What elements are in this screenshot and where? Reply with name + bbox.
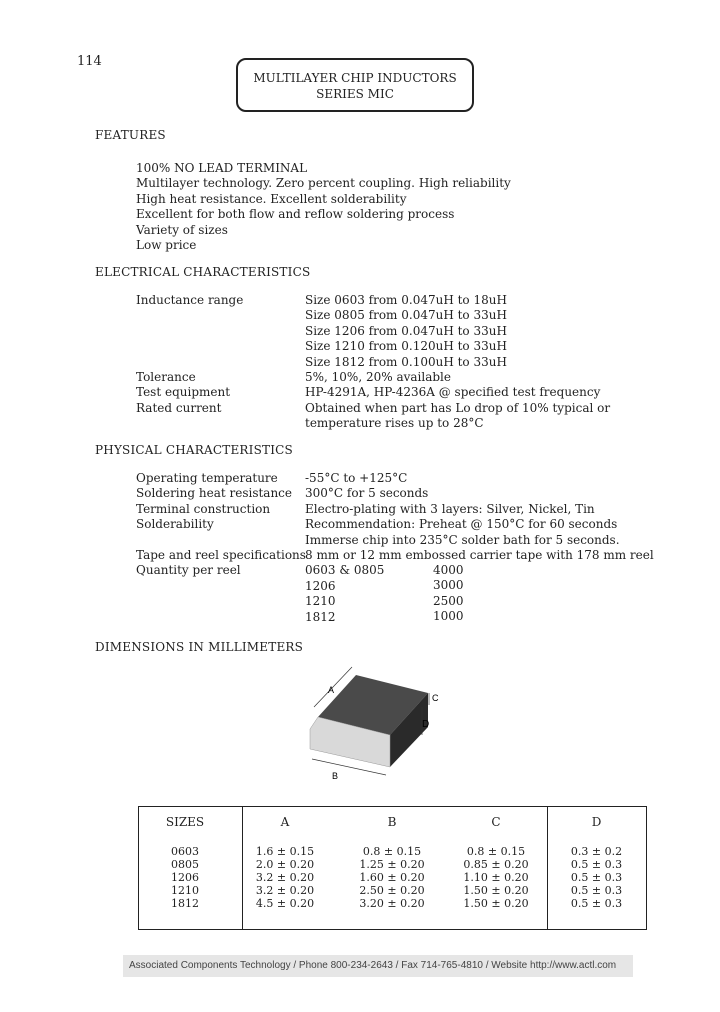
dimension-cell: 0.8 ± 0.15: [362, 845, 422, 858]
dimension-cell: 0.5 ± 0.3: [570, 871, 623, 884]
features-heading: FEATURES: [95, 128, 166, 142]
tape-value: 8 mm or 12 mm embossed carrier tape with 178 mm reel: [305, 548, 654, 563]
dimension-cell: 0.5 ± 0.3: [570, 897, 623, 910]
dimensions-table-frame: [138, 806, 647, 930]
table-row: [139, 845, 646, 858]
inductance-value: Size 0603 from 0.047uH to 18uH: [305, 293, 507, 307]
table-row: [139, 884, 646, 897]
qty-size: 1210: [305, 594, 336, 609]
qty-size: 1206: [305, 578, 336, 593]
header-b: B: [387, 815, 397, 829]
label-d: D: [422, 719, 430, 730]
table-row: [139, 871, 646, 884]
qty-label: Quantity per reel: [136, 563, 241, 578]
feature-item: Low price: [136, 238, 197, 253]
feature-item: Excellent for both flow and reflow soldering process: [136, 207, 455, 222]
dimension-cell: 4.5 ± 0.20: [255, 897, 315, 910]
inductance-label: Inductance range: [136, 293, 244, 307]
header-d: D: [591, 815, 602, 829]
size-cell: 1206: [171, 871, 199, 884]
title-box: [236, 58, 474, 112]
rated-current-value: Obtained when part has Lo drop of 10% typical or: [305, 400, 611, 415]
electrical-labels: [136, 293, 243, 416]
table-row: [139, 897, 646, 910]
title-line-2: SERIES MIC: [316, 87, 394, 101]
qty-values: [433, 563, 464, 625]
electrical-values: [305, 293, 610, 432]
dimension-cell: 2.50 ± 0.20: [359, 884, 425, 897]
rated-current-value-2: temperature rises up to 28°C: [305, 416, 484, 431]
qty-value: 4000: [433, 563, 464, 577]
electrical-heading: ELECTRICAL CHARACTERISTICS: [95, 265, 311, 279]
dimension-cell: 1.25 ± 0.20: [359, 858, 425, 871]
dimension-cell: 1.50 ± 0.20: [463, 897, 529, 910]
op-temp-value: -55°C to +125°C: [305, 471, 408, 485]
tolerance-value: 5%, 10%, 20% available: [305, 370, 451, 385]
features-list: [136, 161, 511, 253]
size-cell: 1210: [171, 884, 199, 897]
dimension-cell: 2.0 ± 0.20: [255, 858, 315, 871]
dimension-cell: 1.10 ± 0.20: [463, 871, 529, 884]
dimension-cell: 3.2 ± 0.20: [255, 884, 315, 897]
physical-labels: [136, 471, 306, 579]
tape-label: Tape and reel specifications: [136, 548, 306, 563]
tolerance-label: Tolerance: [136, 370, 196, 385]
size-cell: 0805: [171, 858, 199, 871]
dimension-cell: 0.85 ± 0.20: [463, 858, 529, 871]
dimension-cell: 3.20 ± 0.20: [359, 897, 425, 910]
feature-item: Variety of sizes: [136, 222, 228, 237]
size-cell: 1812: [171, 897, 199, 910]
inductance-value: Size 0805 from 0.047uH to 33uH: [305, 308, 507, 323]
footer: Associated Components Technology / Phone 800-234-2643 / Fax 714-765-4810 / Website http://www.actl.com: [123, 955, 633, 977]
dimension-cell: 0.5 ± 0.3: [570, 884, 623, 897]
feature-item: 100% NO LEAD TERMINAL: [136, 161, 308, 175]
qty-value: 1000: [433, 609, 464, 624]
dimension-cell: 1.60 ± 0.20: [359, 871, 425, 884]
solderability-label: Solderability: [136, 517, 214, 532]
qty-size: 0603 & 0805: [305, 563, 385, 578]
feature-item: Multilayer technology. Zero percent coupling. High reliability: [136, 176, 511, 191]
terminal-label: Terminal construction: [136, 501, 271, 516]
inductance-value: Size 1812 from 0.100uH to 33uH: [305, 354, 507, 369]
rated-current-label: Rated current: [136, 400, 222, 415]
qty-value: 3000: [433, 578, 464, 593]
dimension-cell: 1.50 ± 0.20: [463, 884, 529, 897]
table-header-row: [139, 815, 646, 845]
physical-heading: PHYSICAL CHARACTERISTICS: [95, 443, 293, 457]
inductance-value: Size 1206 from 0.047uH to 33uH: [305, 323, 507, 338]
label-c: C: [432, 693, 439, 703]
dimensions-heading: DIMENSIONS IN MILLIMETERS: [95, 640, 304, 654]
label-a: A: [328, 685, 335, 695]
label-b: B: [332, 771, 339, 781]
header-sizes: SIZES: [165, 815, 205, 829]
qty-value: 2500: [433, 593, 464, 608]
header-a: A: [280, 815, 290, 829]
inductance-value: Size 1210 from 0.120uH to 33uH: [305, 339, 507, 354]
solder-heat-value: 300°C for 5 seconds: [305, 486, 429, 501]
dimension-cell: 1.6 ± 0.15: [255, 845, 315, 858]
dimensions-table: [139, 815, 646, 910]
dimension-cell: 3.2 ± 0.20: [255, 871, 315, 884]
solder-heat-label: Soldering heat resistance: [136, 486, 293, 501]
dimension-cell: 0.8 ± 0.15: [466, 845, 526, 858]
test-equipment-value: HP-4291A, HP-4236A @ specified test frequency: [305, 385, 601, 400]
title-line-1: MULTILAYER CHIP INDUCTORS: [253, 71, 457, 85]
page-number: 114: [77, 54, 102, 69]
chip-diagram: [298, 655, 448, 785]
physical-values: [305, 471, 654, 625]
solderability-value: Recommendation: Preheat @ 150°C for 60 seconds: [305, 517, 618, 532]
solderability-value-2: Immerse chip into 235°C solder bath for 5 seconds.: [305, 532, 620, 547]
dimension-cell: 0.3 ± 0.2: [570, 845, 623, 858]
terminal-value: Electro-plating with 3 layers: Silver, Nickel, Tin: [305, 501, 595, 516]
feature-item: High heat resistance. Excellent solderability: [136, 191, 407, 206]
op-temp-label: Operating temperature: [136, 471, 278, 485]
table-row: [139, 858, 646, 871]
test-equipment-label: Test equipment: [136, 385, 231, 400]
qty-size: 1812: [305, 609, 336, 624]
header-c: C: [491, 815, 501, 829]
size-cell: 0603: [171, 845, 199, 858]
dimension-cell: 0.5 ± 0.3: [570, 858, 623, 871]
